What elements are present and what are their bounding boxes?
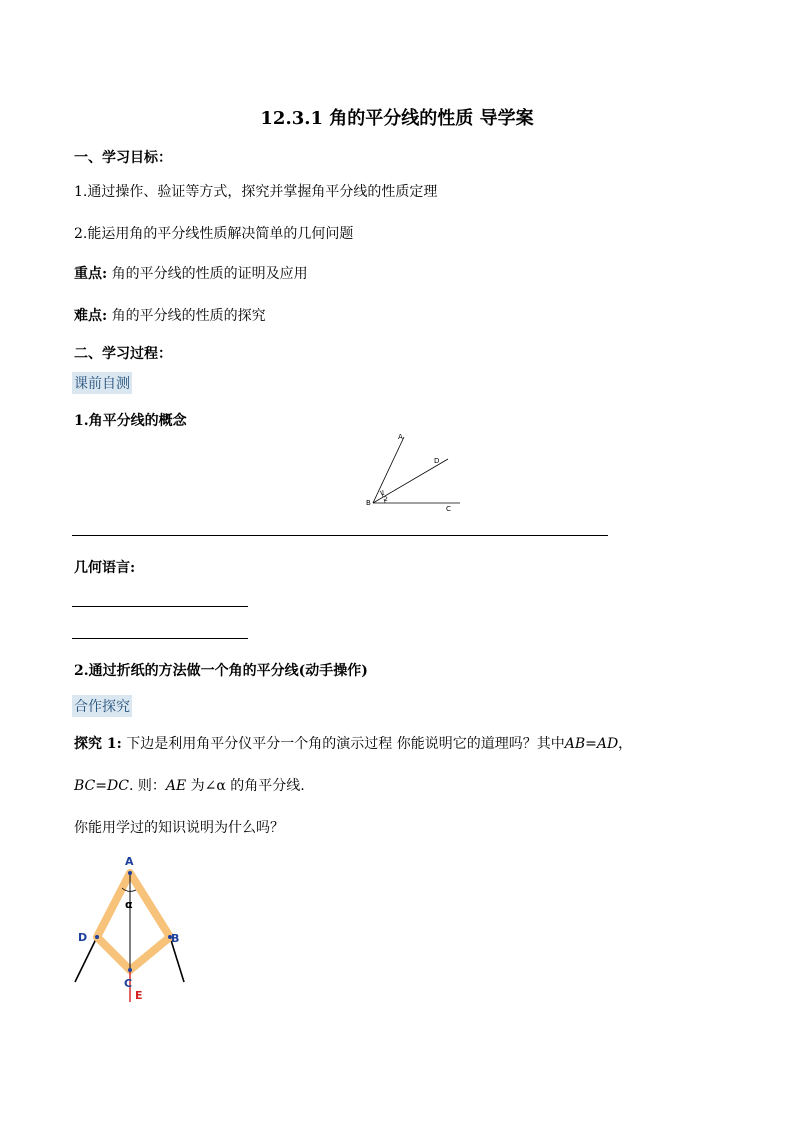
expr-bc-dc: BC=DC [74, 778, 129, 794]
exploration-1-line-2 [74, 775, 305, 795]
answer-line-2 [72, 638, 248, 639]
exploration-1-label: 探究 1: [74, 736, 122, 752]
goal-1: 1.通过操作、验证等方式，探究并掌握角平分线的性质定理 [74, 184, 438, 200]
label-b: B [171, 932, 180, 945]
point-c [128, 968, 132, 972]
key-point [74, 263, 308, 283]
text-then: . 则： [128, 778, 166, 794]
section-process-heading: 二、学习过程： [74, 346, 172, 362]
text-bisector-of-alpha: 为∠α 的角平分线. [186, 778, 305, 794]
tag-pre-class-test: 课前自测 [72, 372, 132, 394]
key-point-text: 角的平分线的性质的证明及应用 [107, 266, 308, 282]
item-1-heading: 1.角平分线的概念 [74, 413, 187, 429]
question-line: 你能用学过的知识说明为什么吗？ [74, 820, 284, 836]
label-a: A [398, 433, 403, 441]
label-angle-2: 2 [384, 496, 388, 503]
geometric-language-label: 几何语言: [74, 560, 136, 576]
label-b: B [366, 499, 371, 507]
instrument-frame [97, 873, 170, 970]
expr-ab-ad: AB=AD [564, 736, 619, 752]
difficulty-label: 难点: [74, 308, 108, 324]
point-d [95, 935, 99, 939]
point-a [128, 871, 132, 875]
ray-ba [373, 437, 404, 503]
label-c: C [446, 505, 451, 513]
difficulty-point [74, 305, 266, 325]
expr-ae: AE [165, 778, 187, 794]
punct-comma: ， [618, 736, 633, 752]
label-angle-1: 1 [381, 490, 385, 497]
exploration-1-line-1 [74, 733, 632, 753]
difficulty-text: 角的平分线的性质的探究 [107, 308, 266, 324]
exploration-1-text: 下边是利用角平分仪平分一个角的演示过程 你能说明它的道理吗？其中 [121, 736, 565, 752]
label-d: D [434, 457, 440, 465]
tag-cooperative-inquiry: 合作探究 [72, 695, 132, 717]
angle-bisector-figure [360, 425, 470, 515]
item-2-heading: 2.通过折纸的方法做一个角的平分线(动手操作) [74, 663, 368, 679]
label-e: E [135, 989, 143, 1002]
key-point-label: 重点: [74, 266, 108, 282]
section-goals-heading: 一、学习目标： [74, 150, 172, 166]
bisector-instrument-figure [70, 852, 195, 1007]
label-c: C [124, 977, 133, 990]
label-a: A [125, 855, 134, 868]
answer-line-1 [72, 606, 248, 607]
label-alpha: α [125, 898, 133, 911]
page-title: 12.3.1 角的平分线的性质 导学案 [260, 108, 534, 129]
label-d: D [78, 931, 88, 944]
goal-2: 2.能运用角的平分线性质解决简单的几何问题 [74, 226, 354, 242]
answer-line-concept [72, 535, 608, 536]
